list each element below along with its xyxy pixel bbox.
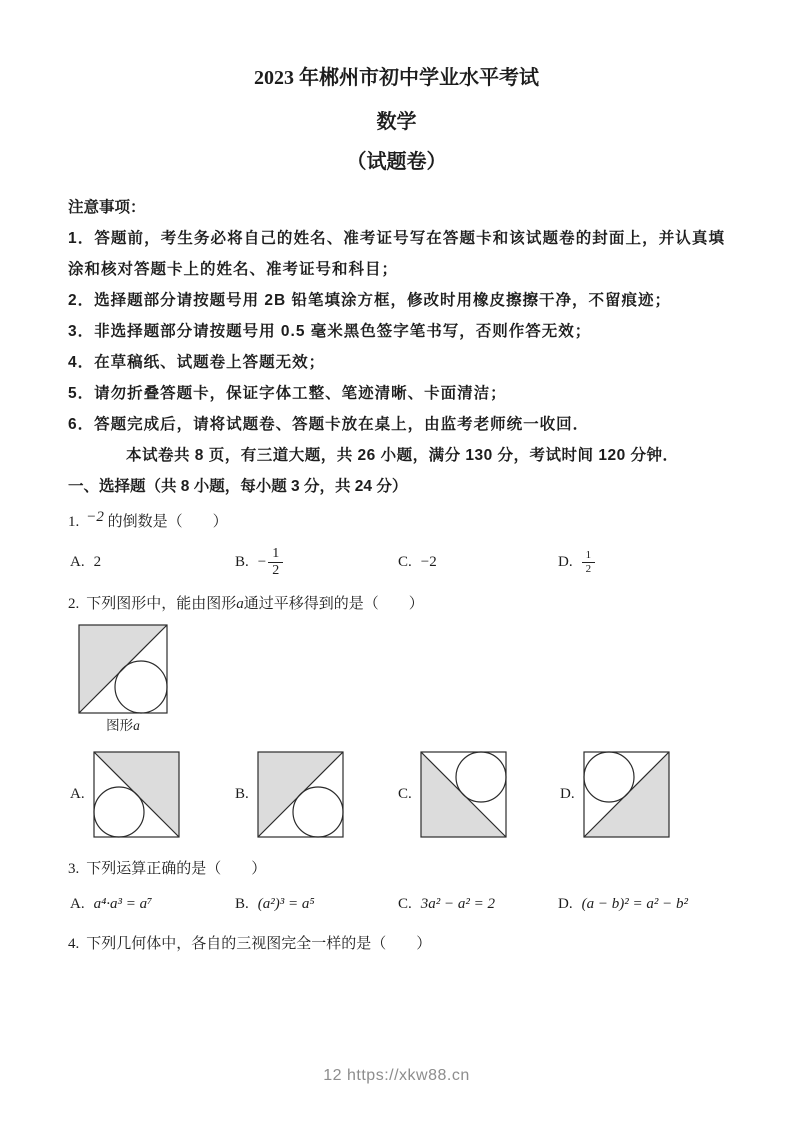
- q2-options: [68, 751, 725, 838]
- q2-figure-a-block: [78, 624, 168, 737]
- q1-option-d-numerator: 1: [582, 549, 596, 562]
- question-4: [68, 930, 725, 958]
- question-2: [68, 590, 725, 838]
- exam-title: 2023 年郴州市初中学业水平考试: [254, 67, 539, 89]
- q1-option-b-fraction: [268, 546, 283, 578]
- exam-subject: 数学: [376, 111, 417, 133]
- q1-option-c-label: C.: [398, 553, 412, 570]
- question-1: [68, 508, 725, 584]
- q1-number: 1.: [68, 514, 80, 530]
- q3-option-c-formula: 3a² − a² = 2: [420, 895, 496, 912]
- q2-number: 2.: [68, 596, 80, 612]
- q2-figure-a-caption-variable: a: [133, 718, 140, 733]
- q4-number: 4.: [68, 936, 80, 952]
- notice-item-2: 2．选择题部分请按题号用 2B 铅笔填涂方框，修改时用橡皮擦擦干净，不留痕迹；: [68, 292, 672, 309]
- q3-option-c: [398, 896, 558, 913]
- q2-option-d-label: D.: [560, 786, 575, 802]
- notice-item-4: 4．在草稿纸、试题卷上答题无效；: [68, 354, 326, 371]
- q1-option-a-value: 2: [93, 553, 102, 570]
- q2-stem-post: 通过平移得到的是（ ）: [243, 596, 424, 612]
- q3-stem-text: 下列运算正确的是（ ）: [86, 861, 267, 877]
- q1-option-a-label: A.: [70, 553, 85, 570]
- q1-option-b-label: B.: [235, 553, 249, 570]
- q2-stem-variable: a: [236, 596, 244, 612]
- q1-stem-text: 的倒数是（ ）: [107, 514, 228, 530]
- question-3: [68, 855, 725, 921]
- q1-option-b: [235, 546, 398, 578]
- q2-option-a-image: [93, 751, 180, 838]
- q1-option-d-fraction: [582, 549, 596, 574]
- q3-options: [68, 887, 725, 921]
- q1-option-b-sign: −: [257, 553, 267, 570]
- q1-options: [68, 540, 725, 584]
- q3-option-b-label: B.: [235, 895, 249, 912]
- q2-figure-a-caption-text: 图形: [106, 718, 134, 733]
- q3-option-a-label: A.: [70, 895, 85, 912]
- q2-option-c-image: [420, 751, 507, 838]
- paper-summary: 本试卷共 8 页，有三道大题，共 26 小题，满分 130 分，考试时间 120 分钟．: [126, 447, 679, 464]
- notice-heading: 注意事项：: [68, 199, 146, 216]
- q1-option-b-denominator: 2: [272, 562, 280, 578]
- q4-stem-text: 下列几何体中，各自的三视图完全一样的是（ ）: [86, 936, 432, 952]
- q1-expression: −2: [86, 509, 104, 525]
- q3-option-c-label: C.: [398, 895, 412, 912]
- q2-figure-a-caption: [78, 715, 168, 737]
- q3-option-b-formula: (a²)³ = a⁵: [257, 895, 315, 912]
- exam-paper-type: （试题卷）: [346, 151, 447, 173]
- notice-item-5: 5．请勿折叠答题卡，保证字体工整、笔迹清晰、卡面清洁；: [68, 385, 507, 402]
- notice-item-3: 3．非选择题部分请按题号用 0.5 毫米黑色签字笔书写，否则作答无效；: [68, 323, 592, 340]
- q1-option-d-denominator: 2: [585, 562, 592, 575]
- q4-stem: [68, 930, 725, 958]
- notice-item-1: 1．答题前，考生务必将自己的姓名、准考证号写在答题卡和该试题卷的封面上，并认真填涂和核对答题卡上的姓名、准考证号和科目；: [68, 230, 725, 278]
- q2-option-d-image: [583, 751, 670, 838]
- q2-stem-pre: 下列图形中，能由图形: [86, 596, 237, 612]
- q2-stem: [68, 590, 725, 618]
- notice-item-6: 6．答题完成后，请将试题卷、答题卡放在桌上，由监考老师统一收回．: [68, 416, 590, 433]
- q1-option-c-value: −2: [420, 553, 437, 570]
- q2-option-b-image: [257, 751, 344, 838]
- q3-option-d-formula: (a − b)² = a² − b²: [581, 895, 688, 912]
- q2-figure-a-image: [78, 624, 168, 714]
- q2-option-a-label: A.: [70, 786, 85, 802]
- q3-stem: [68, 855, 725, 883]
- q3-option-d: [558, 896, 725, 913]
- q3-option-a-formula: a⁴·a³ = a⁷: [93, 895, 153, 912]
- q2-option-c-label: C.: [398, 786, 412, 802]
- q2-option-c: [398, 751, 560, 838]
- q1-stem: [68, 508, 725, 536]
- q3-number: 3.: [68, 861, 80, 877]
- q1-option-d-label: D.: [558, 553, 573, 570]
- footer-page-info: 12 https://xkw88.cn: [323, 1067, 470, 1084]
- q1-option-c: [398, 554, 558, 571]
- q1-option-b-numerator: 1: [268, 546, 283, 562]
- q3-option-a: [70, 896, 235, 913]
- q1-option-a: [70, 554, 235, 571]
- q3-option-b: [235, 896, 398, 913]
- q3-option-d-label: D.: [558, 895, 573, 912]
- q2-option-b-label: B.: [235, 786, 249, 802]
- q1-option-d: [558, 549, 725, 574]
- q2-option-b: [235, 751, 398, 838]
- section-one-heading: 一、选择题（共 8 小题，每小题 3 分，共 24 分）: [68, 478, 408, 495]
- q2-option-a: [70, 751, 235, 838]
- q2-option-d: [560, 751, 725, 838]
